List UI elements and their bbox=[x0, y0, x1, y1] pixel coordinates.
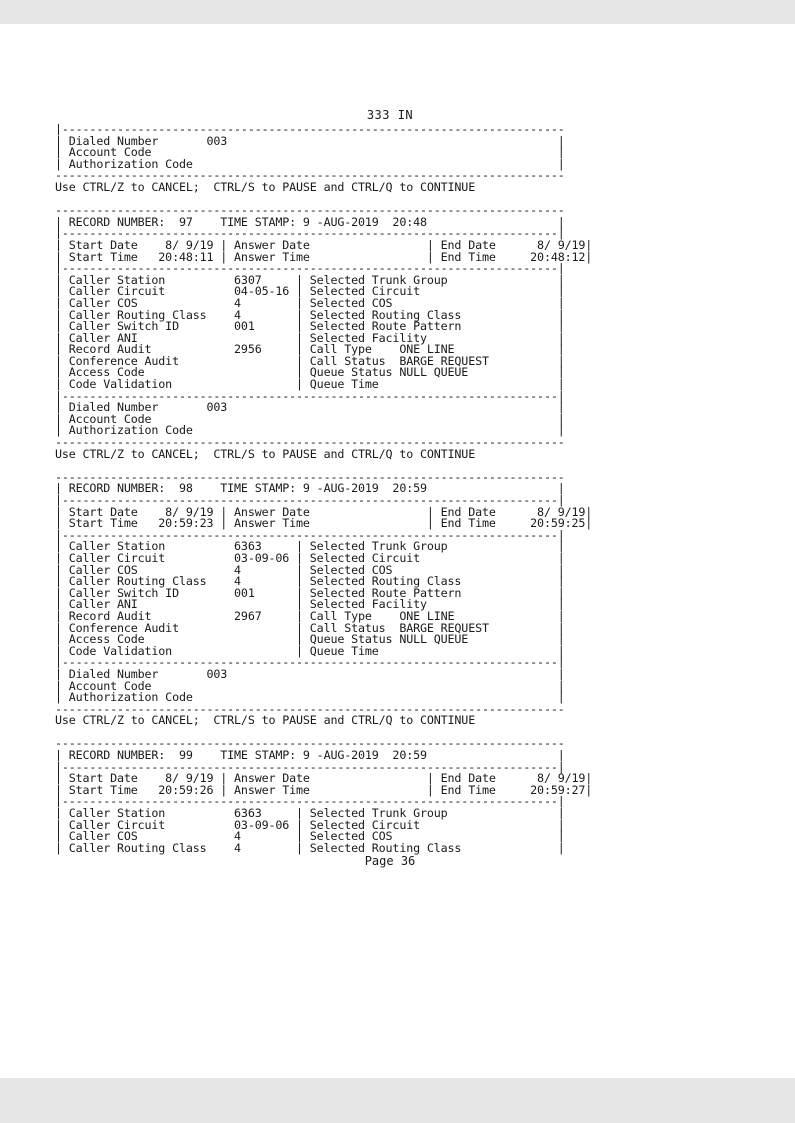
page-number: Page 36 bbox=[364, 854, 416, 869]
scan-border-top bbox=[0, 0, 795, 24]
report-page bbox=[55, 108, 705, 868]
page-title: 333 IN bbox=[366, 108, 414, 122]
scan-border-bottom bbox=[0, 1078, 795, 1123]
report-body: |------------------------------------------------------------------------- | Dialed Number 003 | | Account Code | | Authorization Code | -------------------------------------------------------------------------- Use CTRL/Z to CANCEL; CTRL/S to PAUSE and CTRL/Q to CONTINUE -------------------------------------------------------------------------- | RECORD NUMBER: 97 TIME STAMP: 9 -AUG-2019 20:48 | |------------------------------------------------------------------------| | Start Date 8/ 9/19 | Answer Date | End Date 8/ 9/19| | Start Time 20:48:11 | Answer Time | End Time 20:48:12| |------------------------------------------------------------------------| | Caller Station 6307 | Selected Trunk Group | | Caller Circuit 04-05-16 | Selected Circuit | | Caller COS 4 | Selected COS | | Caller Routing Class 4 | Selected Routing Class | | Caller Switch ID 001 | Selected Route Pattern | | Caller ANI | Selected Facility | | Record Audit 2956 | Call Type ONE LINE | | Conference Audit | Call Status BARGE REQUEST | | Access Code | Queue Status NULL QUEUE | | Code Validation | Queue Time | |------------------------------------------------------------------------| | Dialed Number 003 | | Account Code | | Authorization Code | -------------------------------------------------------------------------- Use CTRL/Z to CANCEL; CTRL/S to PAUSE and CTRL/Q to CONTINUE -------------------------------------------------------------------------- | RECORD NUMBER: 98 TIME STAMP: 9 -AUG-2019 20:59 | |------------------------------------------------------------------------| | Start Date 8/ 9/19 | Answer Date | End Date 8/ 9/19| | Start Time 20:59:23 | Answer Time | End Time 20:59:25| |------------------------------------------------------------------------| | Caller Station 6363 | Selected Trunk Group | | Caller Circuit 03-09-06 | Selected Circuit | | Caller COS 4 | Selected COS | | Caller Routing Class 4 | Selected Routing Class | | Caller Switch ID 001 | Selected Route Pattern | | Caller ANI | Selected Facility | | Record Audit 2967 | Call Type ONE LINE | | Conference Audit | Call Status BARGE REQUEST | | Access Code | Queue Status NULL QUEUE | | Code Validation | Queue Time | |------------------------------------------------------------------------| | Dialed Number 003 | | Account Code | | Authorization Code | -------------------------------------------------------------------------- Use CTRL/Z to CANCEL; CTRL/S to PAUSE and CTRL/Q to CONTINUE -------------------------------------------------------------------------- | RECORD NUMBER: 99 TIME STAMP: 9 -AUG-2019 20:59 | |------------------------------------------------------------------------| | Start Date 8/ 9/19 | Answer Date | End Date 8/ 9/19| | Start Time 20:59:26 | Answer Time | End Time 20:59:27| |------------------------------------------------------------------------| | Caller Station 6363 | Selected Trunk Group | | Caller Circuit 03-09-06 | Selected Circuit | | Caller COS 4 | Selected COS | | Caller Routing Class 4 | Selected Routing Class | bbox=[55, 122, 593, 855]
